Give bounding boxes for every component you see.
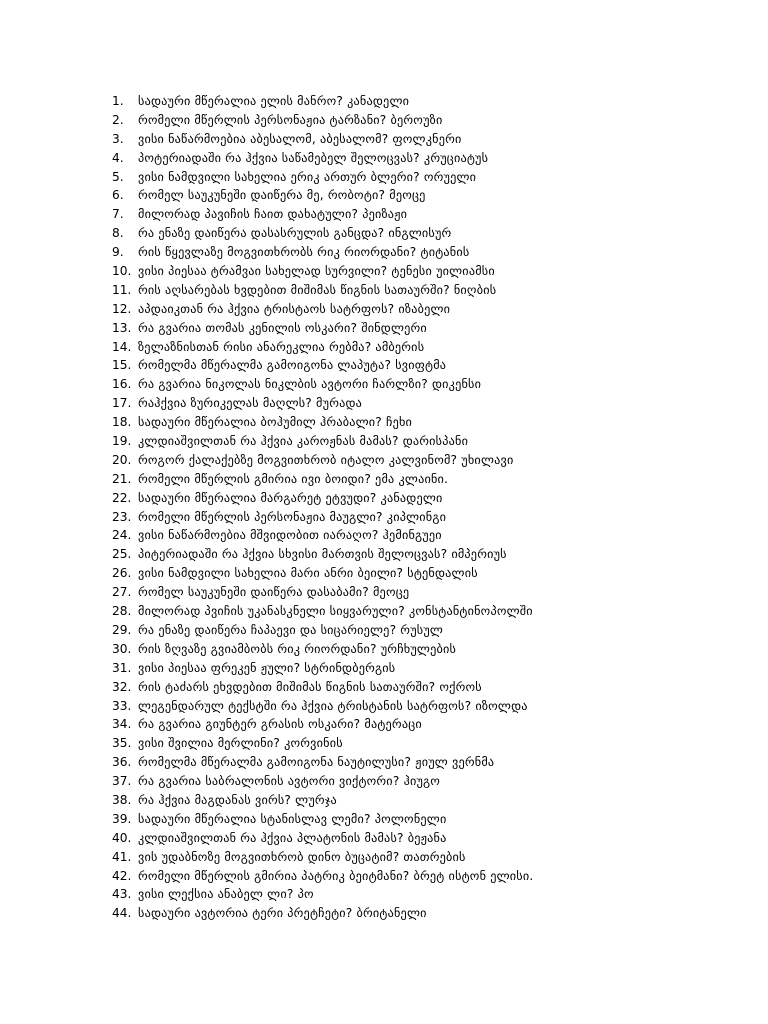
list-item-text: ვისი პიესაა ტრამვაი სახელად სურვილი? ტენესი უილიამსი	[138, 264, 495, 279]
list-item-text: რის ზღვაზე გვიამბობს რიკ რიორდანი? ურჩხულების	[138, 641, 457, 656]
list-item-number: 8.	[112, 226, 124, 241]
list-item-text: რა გვარია საბრალონის ავტორი ვიქტორი? ჰიუგო	[138, 774, 441, 789]
list-item	[112, 149, 533, 168]
list-item-text: სადაური მწერალია ელის მანრო? კანადელი	[138, 94, 410, 108]
list-item	[112, 697, 533, 716]
list-item	[112, 829, 533, 848]
list-item-number: 33.	[112, 698, 132, 713]
list-item-text: სადაური მწერალია ბოჰუმილ ჰრაბალი? ჩეხი	[138, 415, 413, 430]
list-item-number: 3.	[112, 131, 124, 146]
list-item-number: 22.	[112, 490, 132, 505]
list-item-number: 43.	[112, 887, 132, 902]
list-item-number: 39.	[112, 811, 132, 826]
list-item	[112, 243, 533, 262]
list-item	[112, 130, 533, 149]
list-item	[112, 885, 533, 904]
list-item-number: 32.	[112, 679, 132, 694]
list-item	[112, 545, 533, 564]
list-item-number: 6.	[112, 188, 124, 203]
list-item	[112, 375, 533, 394]
list-item	[112, 319, 533, 338]
list-item	[112, 621, 533, 640]
list-item	[112, 470, 533, 489]
list-item-number: 37.	[112, 774, 132, 789]
list-item-text: სადაური მწერალია სტანისლავ ლემი? პოლონელი	[138, 811, 447, 826]
list-item-number: 9.	[112, 245, 124, 260]
list-item-number: 4.	[112, 150, 124, 165]
list-item-number: 21.	[112, 471, 132, 486]
list-item-text: სადაური მწერალია მარგარეტ ეტვუდი? კანადელი	[138, 490, 443, 505]
list-item-number: 25.	[112, 547, 132, 562]
list-item-text: კლდიაშვილთან რა ჰქვია კაროჟნას მამას? დარისპანი	[138, 434, 469, 449]
list-item	[112, 394, 533, 413]
list-item-text: ვისი ნაწარმოებია აბესალომ, აბესალომ? ფოლკნერი	[138, 131, 462, 146]
list-item-text: კლდიაშვილთან რა ჰქვია პლატონის მამას? ბეჟანა	[138, 830, 447, 845]
list-item-number: 19.	[112, 434, 132, 449]
list-item-number: 30.	[112, 641, 132, 656]
list-item	[112, 356, 533, 375]
list-item	[112, 583, 533, 602]
list-item	[112, 489, 533, 508]
list-item-text: რაჰქვია ზურიკელას მაღლს? მურადა	[138, 396, 363, 411]
list-item	[112, 602, 533, 621]
list-item-number: 13.	[112, 320, 132, 335]
list-item-number: 35.	[112, 736, 132, 751]
list-item-text: რომელი მწერლის პერსონაჟია მაუგლი? კიპლინგი	[138, 509, 447, 524]
list-item-number: 40.	[112, 830, 132, 845]
list-item-number: 12.	[112, 301, 132, 316]
list-item-text: რის აღსარებას ხვდებით მიშიმას წიგნის სათაურში? ნიღბის	[138, 282, 497, 297]
list-item	[112, 262, 533, 281]
list-item-number: 17.	[112, 396, 132, 411]
list-item	[112, 111, 533, 130]
list-item-text: რომელ საუკუნეში დაიწერა მე, რობოტი? მეოცე	[138, 188, 426, 203]
list-item	[112, 451, 533, 470]
list-item-text: პიტერიადაში რა ჰქვია სხვისი მართვის შელოცვას? იმპერიუს	[138, 547, 507, 562]
list-item-text: რა ენაზე დაიწერა ჩაპაევი და სიცარიელე? რუსულ	[138, 622, 444, 637]
list-item-text: რა ჰქვია მაგდანას ვირს? ლურჯა	[138, 792, 337, 807]
list-item-number: 24.	[112, 528, 132, 543]
list-item-text: რომელმა მწერალმა გამოიგონა ნაუტილუსი? ჟიულ ვერნმა	[138, 755, 495, 770]
list-item-number: 14.	[112, 339, 132, 354]
list-item	[112, 772, 533, 791]
list-item	[112, 338, 533, 357]
list-item-number: 26.	[112, 566, 132, 581]
list-item-number: 20.	[112, 452, 132, 467]
list-item	[112, 168, 533, 187]
list-item	[112, 791, 533, 810]
list-item-text: რა გვარია თომას კენილის ოსკარი? შინდლერი	[138, 320, 427, 335]
list-item-number: 1.	[112, 94, 124, 108]
list-item-number: 44.	[112, 906, 132, 921]
list-item-text: მილორად პავიჩის ჩაით დახატული? პეიზაჟი	[138, 207, 408, 222]
list-item	[112, 753, 533, 772]
list-item-number: 28.	[112, 604, 132, 619]
list-item-number: 15.	[112, 358, 132, 373]
list-item	[112, 508, 533, 527]
list-item-number: 18.	[112, 415, 132, 430]
list-item-text: რა ენაზე დაიწერა დასასრულის განცდა? ინგლისურ	[138, 226, 452, 241]
list-item	[112, 659, 533, 678]
list-item	[112, 848, 533, 867]
list-item-text: ვისი ნაწარმოებია მშვიდობით იარაღო? ჰემინგუეი	[138, 528, 442, 543]
list-item-text: რომელი მწერლის პერსონაჟია ტარზანი? ბეროუზი	[138, 112, 443, 127]
list-item	[112, 734, 533, 753]
list-item-text: ვისი პიესაა ფრეკენ ჟული? სტრინდბერგის	[138, 660, 396, 675]
list-item-number: 10.	[112, 264, 132, 279]
list-item-text: რა გვარია ნიკოლას ნიკლბის ავტორი ჩარლზი? დიკენსი	[138, 377, 482, 392]
list-item-text: ვისი ნამდვილი სახელია ერიკ ართურ ბლერი? ორუელი	[138, 169, 477, 184]
list-item-text: რომელი მწერლის გმირია ივი ბოიდი? ემა კლაინი.	[138, 471, 449, 486]
list-item-number: 11.	[112, 282, 132, 297]
list-item	[112, 186, 533, 205]
list-item	[112, 526, 533, 545]
list-item	[112, 867, 533, 886]
list-item-number: 36.	[112, 755, 132, 770]
list-item-text: სადაური ავტორია ტერი პრეტჩეტი? ბრიტანელი	[138, 906, 427, 921]
list-item-number: 7.	[112, 207, 124, 222]
list-item-text: რომელმა მწერალმა გამოიგონა ლაპუტა? სვიფტმა	[138, 358, 447, 373]
list-item	[112, 281, 533, 300]
list-item	[112, 904, 533, 923]
list-item	[112, 205, 533, 224]
list-item	[112, 300, 533, 319]
list-item-text: რა გვარია გიუნტერ გრასის ოსკარი? მატერაცი	[138, 717, 422, 732]
list-item-number: 42.	[112, 868, 132, 883]
list-item-text: რის წყევლაზე მოგვითხრობს რიკ რიორდანი? ტიტანის	[138, 245, 470, 260]
list-item	[112, 678, 533, 697]
list-item	[112, 810, 533, 829]
list-item-number: 2.	[112, 112, 124, 127]
list-item-text: მილორად პვიჩის უკანასკნელი სიყვარული? კონსტანტინოპოლში	[138, 604, 533, 619]
list-item-text: რომელი მწერლის გმირია პატრიკ ბეიტმანი? ბრეტ ისტონ ელისი.	[138, 868, 534, 883]
list-item	[112, 715, 533, 734]
list-item-number: 34.	[112, 717, 132, 732]
list-item-text: ვისი შვილია მერლინი? კორვინის	[138, 736, 343, 751]
list-item	[112, 564, 533, 583]
list-item-text: ლეგენდარულ ტექსტში რა ჰქვია ტრისტანის სატრფოს? იზოლდა	[138, 698, 528, 713]
list-item-number: 16.	[112, 377, 132, 392]
list-item	[112, 432, 533, 451]
list-item-text: ვის უდაბნოზე მოგვითხრობ დინო ბუცატიმ? თათრების	[138, 849, 466, 864]
list-item	[112, 640, 533, 659]
list-item-text: ვისი ნამდვილი სახელია მარი ანრი ბეილი? სტენდალის	[138, 566, 478, 581]
list-item-text: როგორ ქალაქებზე მოგვითხრობ იტალო კალვინომ? უხილავი	[138, 452, 514, 467]
list-item-number: 27.	[112, 585, 132, 600]
list-item-text: ზელაზნისთან რისი ანარეკლია რებმა? ამბერის	[138, 339, 425, 354]
list-item-number: 41.	[112, 849, 132, 864]
list-item-text: რის ტაძარს ეხვდებით მიშიმას წიგნის სათაურში? ოქროს	[138, 679, 482, 694]
list-item-number: 31.	[112, 660, 132, 675]
list-item-text: ვისი ლექსია ანაბელ ლი? პო	[138, 887, 314, 902]
list-item-text: რომელ საუკუნეში დაიწერა დასაბამი? მეოცე	[138, 585, 410, 600]
list-item	[112, 224, 533, 243]
list-item-text: პოტერიადაში რა ჰქვია საწამებელ შელოცვას? კრუციატუს	[138, 150, 489, 165]
list-item-number: 29.	[112, 622, 132, 637]
list-item	[112, 413, 533, 432]
list-item-text: აპდაიკთან რა ჰქვია ტრისტაოს სატრფოს? იზაბელი	[138, 301, 451, 316]
list-item-number: 38.	[112, 792, 132, 807]
list-item-number: 5.	[112, 169, 124, 184]
list-item-number: 23.	[112, 509, 132, 524]
list-item	[112, 92, 533, 111]
question-list	[112, 92, 533, 923]
